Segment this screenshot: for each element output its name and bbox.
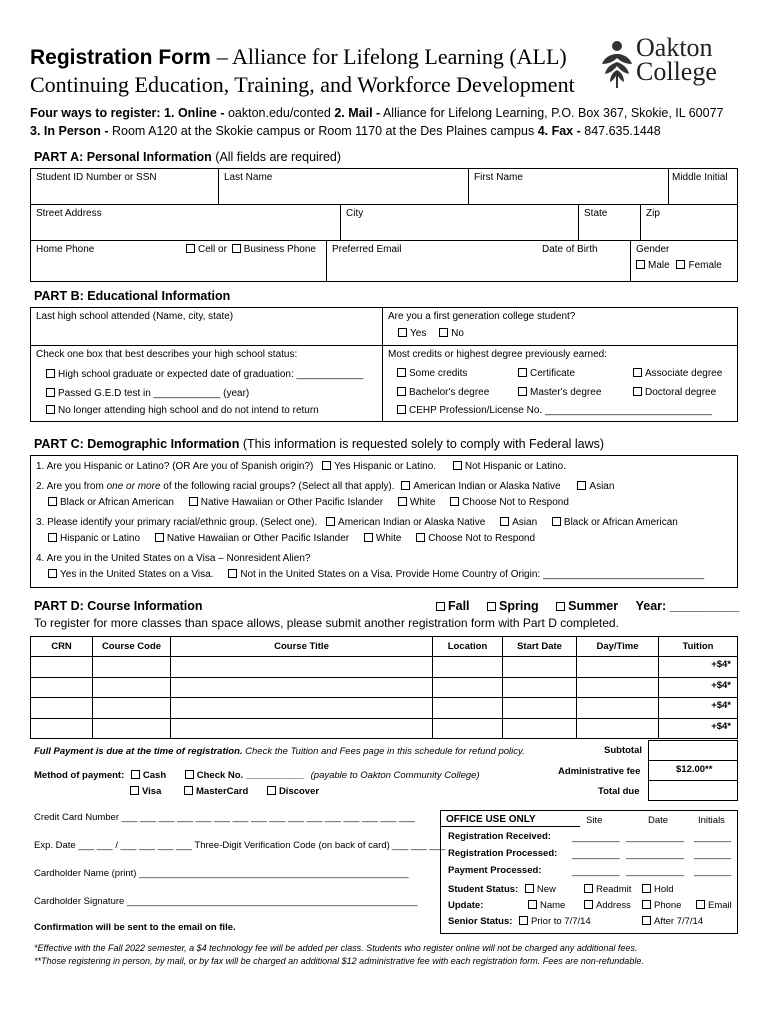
oakton-leaf-icon: [600, 40, 634, 90]
q3-row-2: [48, 533, 535, 544]
ged-label: Passed G.E.D test in ____________ (year): [58, 388, 250, 399]
update-address-label: Address: [596, 900, 631, 911]
subtotal-label: Subtotal: [604, 745, 642, 756]
hispanic-yes-checkbox[interactable]: [322, 461, 331, 470]
q3-row: [36, 517, 678, 528]
received-site-blank[interactable]: _________: [572, 832, 620, 843]
cash-checkbox[interactable]: [131, 770, 140, 779]
title-bold: Registration Form: [30, 46, 211, 69]
q3-text: 3. Please identify your primary racial/ethnic group. (Select one).: [36, 517, 318, 528]
status-readmit-checkbox[interactable]: [584, 884, 593, 893]
registration-received-label: Registration Received:: [448, 831, 551, 842]
crn-cell[interactable]: [31, 698, 93, 719]
status-new-checkbox[interactable]: [525, 884, 534, 893]
footnote-2: **Those registering in person, by mail, or by fax will be charged an additional $12 administrative fee with each registration form. Fees are non-refundable.: [34, 956, 644, 966]
q2-text-b: one or more: [106, 481, 161, 492]
street-address-field[interactable]: Street Address: [36, 208, 102, 219]
doctoral-checkbox[interactable]: [633, 387, 642, 396]
ways-online-label: Four ways to register: 1. Online -: [30, 106, 225, 120]
credit-cehp: [397, 405, 712, 416]
card-number-field[interactable]: Credit Card Number ___ ___ ___ ___ ___ ___ ___ ___ ___ ___ ___ ___ ___ ___ ___ ___: [34, 812, 415, 823]
course-title-cell[interactable]: [171, 657, 433, 678]
logo-college: College: [636, 57, 717, 86]
update-address-checkbox[interactable]: [584, 900, 593, 909]
hispanic-no-label: Not Hispanic or Latino.: [464, 461, 567, 472]
exp-date-field[interactable]: Exp. Date ___ ___ / ___ ___ ___ ___ Three-Digit Verification Code (on back of card) ___ ___ ___: [34, 840, 446, 851]
course-code-cell[interactable]: [93, 698, 171, 719]
payment-method-row-1: [34, 770, 480, 781]
day-time-cell[interactable]: [577, 718, 659, 739]
update-name-checkbox[interactable]: [528, 900, 537, 909]
update-address: [584, 900, 631, 911]
ways-mail-address: Alliance for Lifelong Learning, P.O. Box 367, Skokie, IL 60077: [382, 106, 724, 120]
processed-initials-blank[interactable]: _______: [694, 849, 731, 860]
status-hold: [642, 884, 674, 895]
course-code-cell[interactable]: [93, 677, 171, 698]
mastercard-label: MasterCard: [196, 786, 249, 797]
fall-label: Fall: [448, 599, 470, 613]
payment-initials-blank[interactable]: _______: [694, 866, 731, 877]
bachelor-label: Bachelor's degree: [409, 387, 490, 398]
course-header-row: [31, 637, 738, 657]
col-location: Location: [433, 637, 503, 657]
hs-option-3: [46, 405, 319, 416]
q3-hispanic-label: Hispanic or Latino: [60, 533, 141, 544]
day-time-cell[interactable]: [577, 698, 659, 719]
hs-option-1: [46, 369, 363, 380]
some-credits-checkbox[interactable]: [397, 368, 406, 377]
course-table: [30, 636, 738, 739]
part-c-heading: PART C: Demographic Information: [34, 437, 240, 451]
senior-after-checkbox[interactable]: [642, 916, 651, 925]
course-title-cell[interactable]: [171, 718, 433, 739]
q3-hawaiian-checkbox[interactable]: [155, 533, 164, 542]
visa-no-checkbox[interactable]: [228, 569, 237, 578]
q2-row-2: [48, 497, 569, 508]
hs-graduate-label: High school graduate or expected date of graduation: ____________: [58, 369, 364, 380]
col-crn: CRN: [31, 637, 93, 657]
title-rest: – Alliance for Lifelong Learning (ALL): [216, 44, 567, 69]
office-use-title: OFFICE USE ONLY: [446, 814, 536, 825]
q3-choose-not-checkbox[interactable]: [416, 533, 425, 542]
cell-label: Cell or: [198, 244, 227, 255]
student-status-label: Student Status:: [448, 884, 519, 895]
received-date-blank[interactable]: ___________: [626, 832, 685, 843]
payable-note: (payable to Oakton Community College): [310, 770, 480, 781]
payment-processed-label: Payment Processed:: [448, 865, 542, 876]
hs-status-question: Check one box that best describes your high school status:: [36, 349, 298, 360]
not-attending-checkbox[interactable]: [46, 405, 55, 414]
credit-certificate: [518, 368, 575, 379]
q2-choose-not-label: Choose Not to Respond: [462, 497, 569, 508]
location-cell[interactable]: [433, 718, 503, 739]
office-date-header: Date: [648, 815, 669, 826]
female-checkbox[interactable]: [676, 260, 685, 269]
part-a-note: (All fields are required): [215, 150, 342, 164]
q3-hispanic-checkbox[interactable]: [48, 533, 57, 542]
q2-text-c: of the following racial groups? (Select all that apply).: [163, 481, 395, 492]
student-id-field[interactable]: Student ID Number or SSN: [36, 172, 157, 183]
logo-oakton: Oakton: [636, 33, 713, 62]
male-checkbox[interactable]: [636, 260, 645, 269]
q3-amer-indian-checkbox[interactable]: [326, 517, 335, 526]
q3-amer-indian-label: American Indian or Alaska Native: [338, 517, 486, 528]
q2-black-checkbox[interactable]: [48, 497, 57, 506]
business-checkbox[interactable]: [232, 244, 241, 253]
update-phone-checkbox[interactable]: [642, 900, 651, 909]
q2-hawaiian-label: Native Hawaiian or Other Pacific Islander: [200, 497, 384, 508]
q2-amer-indian-label: American Indian or Alaska Native: [413, 481, 561, 492]
summer-label: Summer: [568, 599, 619, 613]
payment-method-label: Method of payment:: [34, 770, 125, 781]
course-code-cell[interactable]: [93, 718, 171, 739]
hs-graduate-checkbox[interactable]: [46, 369, 55, 378]
payment-date-blank[interactable]: ___________: [626, 866, 685, 877]
q4-text: 4. Are you in the United States on a Visa – Nonresident Alien?: [36, 553, 311, 564]
update-name-label: Name: [540, 900, 566, 911]
first-gen-no-checkbox[interactable]: [439, 328, 448, 337]
q2-text-a: 2. Are you from: [36, 481, 104, 492]
full-payment-note: [34, 746, 525, 757]
phone-type-options: [186, 244, 316, 255]
master-checkbox[interactable]: [518, 387, 527, 396]
first-name-field[interactable]: First Name: [474, 172, 523, 183]
cash-label: Cash: [142, 770, 167, 781]
part-d-instructions: To register for more classes than space allows, please submit another registration form with Part D completed.: [34, 616, 619, 630]
associate-checkbox[interactable]: [633, 368, 642, 377]
start-date-cell[interactable]: [503, 718, 577, 739]
part-c-title: [34, 437, 604, 451]
credit-bachelor: [397, 387, 489, 398]
col-course-title: Course Title: [171, 637, 433, 657]
q3-white-label: White: [375, 533, 402, 544]
course-row: [31, 657, 738, 678]
business-label: Business Phone: [243, 244, 316, 255]
q2-choose-not-checkbox[interactable]: [450, 497, 459, 506]
col-start-date: Start Date: [503, 637, 577, 657]
q2-amer-indian-checkbox[interactable]: [401, 481, 410, 490]
semester-options: [436, 599, 739, 613]
status-new-label: New: [536, 884, 556, 895]
update-row: [448, 900, 483, 911]
home-phone-field[interactable]: Home Phone: [36, 244, 95, 255]
col-day-time: Day/Time: [577, 637, 659, 657]
last-name-field[interactable]: Last Name: [224, 172, 273, 183]
q2-asian-checkbox[interactable]: [577, 481, 586, 490]
senior-status-row: [448, 916, 591, 927]
status-readmit-label: Readmit: [596, 884, 632, 895]
day-time-cell[interactable]: [577, 657, 659, 678]
visa-no-label: Not in the United States on a Visa. Provide Home Country of Origin: _____________________________: [240, 569, 705, 580]
student-status-row: [448, 884, 556, 895]
full-payment-rest: Check the Tuition and Fees page in this schedule for refund policy.: [245, 746, 525, 757]
discover-label: Discover: [278, 786, 320, 797]
oakton-logo: [600, 33, 730, 92]
associate-label: Associate degree: [645, 368, 723, 379]
hispanic-no-checkbox[interactable]: [453, 461, 462, 470]
q3-white-checkbox[interactable]: [364, 533, 373, 542]
credit-associate: [633, 368, 722, 379]
registration-processed-label: Registration Processed:: [448, 848, 558, 859]
q3-hawaiian-label: Native Hawaiian or Other Pacific Islander: [166, 533, 350, 544]
course-title-cell[interactable]: [171, 698, 433, 719]
processed-site-blank[interactable]: _________: [572, 849, 620, 860]
crn-cell[interactable]: [31, 718, 93, 739]
some-credits-label: Some credits: [409, 368, 468, 379]
form-title: [30, 44, 567, 70]
male-label: Male: [648, 260, 670, 271]
q3-choose-not-label: Choose Not to Respond: [428, 533, 535, 544]
admin-fee-amount: $12.00**: [676, 764, 713, 775]
first-gen-no-label: No: [451, 328, 464, 339]
hispanic-yes-label: Yes Hispanic or Latino.: [334, 461, 437, 472]
date-of-birth-field[interactable]: Date of Birth: [542, 244, 598, 255]
visa-yes-checkbox[interactable]: [48, 569, 57, 578]
visa-yes-label: Yes in the United States on a Visa.: [60, 569, 214, 580]
ways-line-1: [30, 106, 723, 120]
state-field[interactable]: State: [584, 208, 608, 219]
credit-doctoral: [633, 387, 716, 398]
first-gen-question: Are you a first generation college student?: [388, 311, 576, 322]
course-row: [31, 698, 738, 719]
q2-white-checkbox[interactable]: [398, 497, 407, 506]
most-credits-question: Most credits or highest degree previously earned:: [388, 349, 608, 360]
credit-some: [397, 368, 467, 379]
crn-cell[interactable]: [31, 677, 93, 698]
status-hold-label: Hold: [654, 884, 674, 895]
q2-row: [36, 481, 614, 492]
hs-option-2: [46, 388, 249, 399]
senior-status-label: Senior Status:: [448, 916, 513, 927]
gender-label: Gender: [636, 244, 670, 255]
discover-checkbox[interactable]: [267, 786, 276, 795]
ged-checkbox[interactable]: [46, 388, 55, 397]
cehp-label: CEHP Profession/License No. ______________________________: [409, 405, 712, 416]
course-title-cell[interactable]: [171, 677, 433, 698]
check-label: Check No. ___________: [196, 770, 304, 781]
course-row: [31, 718, 738, 739]
q2-white-label: White: [409, 497, 436, 508]
visa-checkbox[interactable]: [130, 786, 139, 795]
course-row: [31, 677, 738, 698]
gender-options: [636, 260, 722, 271]
status-hold-checkbox[interactable]: [642, 884, 651, 893]
visa-label: Visa: [142, 786, 162, 797]
not-attending-label: No longer attending high school and do not intend to return: [58, 405, 319, 416]
part-b-title: PART B: Educational Information: [34, 289, 231, 303]
first-gen-yes-label: Yes: [410, 328, 427, 339]
ways-line-2: [30, 124, 661, 138]
ways-inperson-label: 3. In Person -: [30, 124, 109, 138]
status-readmit: [584, 884, 631, 895]
q3-asian-checkbox[interactable]: [500, 517, 509, 526]
confirmation-note: Confirmation will be sent to the email on file.: [34, 922, 236, 933]
location-cell[interactable]: [433, 677, 503, 698]
senior-after-label: After 7/7/14: [654, 916, 704, 927]
part-a-box: [30, 168, 738, 282]
update-phone: [642, 900, 681, 911]
part-c-note: (This information is requested solely to comply with Federal laws): [242, 437, 605, 451]
full-payment-bold: Full Payment is due at the time of registration.: [34, 746, 243, 757]
q2-asian-label: Asian: [589, 481, 615, 492]
tuition-cell[interactable]: +$4*: [659, 698, 738, 719]
certificate-checkbox[interactable]: [518, 368, 527, 377]
q3-asian-label: Asian: [512, 517, 538, 528]
fall-checkbox[interactable]: [436, 602, 445, 611]
crn-cell[interactable]: [31, 657, 93, 678]
tuition-cell[interactable]: +$4*: [659, 718, 738, 739]
cell-checkbox[interactable]: [186, 244, 195, 253]
ways-inperson-rooms: Room A120 at the Skokie campus or Room 1170 at the Des Plaines campus: [111, 124, 535, 138]
q2-hawaiian-checkbox[interactable]: [189, 497, 198, 506]
q1-row: [36, 461, 566, 472]
footnote-1: *Effective with the Fall 2022 semester, a $4 technology fee will be added per class. Students who register online will not be charged any additional fees.: [34, 943, 638, 953]
update-label: Update:: [448, 900, 484, 911]
cehp-checkbox[interactable]: [397, 405, 406, 414]
senior-prior-checkbox[interactable]: [519, 916, 528, 925]
first-gen-yes-checkbox[interactable]: [398, 328, 407, 337]
ways-mail-label: 2. Mail -: [334, 106, 381, 120]
cardholder-name-field[interactable]: Cardholder Name (print) ___________________________________________________: [34, 868, 409, 879]
update-email-label: Email: [708, 900, 732, 911]
start-date-cell[interactable]: [503, 657, 577, 678]
zip-field[interactable]: Zip: [646, 208, 660, 219]
part-a-heading: PART A: Personal Information: [34, 150, 212, 164]
received-initials-blank[interactable]: _______: [694, 832, 731, 843]
q2-black-label: Black or African American: [60, 497, 174, 508]
q4-row: [48, 569, 704, 580]
processed-date-blank[interactable]: ___________: [626, 849, 685, 860]
form-subtitle: Continuing Education, Training, and Workforce Development: [30, 72, 575, 97]
update-phone-label: Phone: [654, 900, 682, 911]
q1-text: 1. Are you Hispanic or Latino? (OR Are you of Spanish origin?): [36, 461, 314, 472]
spring-checkbox[interactable]: [487, 602, 496, 611]
col-tuition: Tuition: [659, 637, 738, 657]
doctoral-label: Doctoral degree: [645, 387, 717, 398]
tuition-cell[interactable]: +$4*: [659, 677, 738, 698]
col-course-code: Course Code: [93, 637, 171, 657]
year-field[interactable]: Year: __________: [635, 599, 740, 613]
office-initials-header: Initials: [698, 815, 725, 826]
ways-fax-label: 4. Fax -: [537, 124, 581, 138]
master-label: Master's degree: [530, 387, 602, 398]
credit-master: [518, 387, 601, 398]
city-field[interactable]: City: [346, 208, 364, 219]
part-d-title: PART D: Course Information: [34, 599, 203, 613]
update-email-checkbox[interactable]: [696, 900, 705, 909]
last-high-school-field[interactable]: Last high school attended (Name, city, state): [36, 311, 234, 322]
start-date-cell[interactable]: [503, 698, 577, 719]
senior-after: [642, 916, 703, 927]
part-a-title: [34, 150, 341, 164]
spring-label: Spring: [499, 599, 539, 613]
q3-black-label: Black or African American: [563, 517, 678, 528]
admin-fee-label: Administrative fee: [558, 766, 641, 777]
update-email: [696, 900, 732, 911]
certificate-label: Certificate: [530, 368, 576, 379]
middle-initial-field[interactable]: Middle Initial: [672, 172, 728, 183]
first-gen-options: [398, 328, 464, 339]
tuition-cell[interactable]: +$4*: [659, 657, 738, 678]
update-name: [528, 900, 565, 911]
location-cell[interactable]: [433, 657, 503, 678]
payment-method-row-2: [130, 786, 319, 797]
office-site-header: Site: [586, 815, 603, 826]
start-date-cell[interactable]: [503, 677, 577, 698]
summer-checkbox[interactable]: [556, 602, 565, 611]
q3-black-checkbox[interactable]: [552, 517, 561, 526]
total-due-label: Total due: [598, 786, 640, 797]
course-code-cell[interactable]: [93, 657, 171, 678]
bachelor-checkbox[interactable]: [397, 387, 406, 396]
preferred-email-field[interactable]: Preferred Email: [332, 244, 402, 255]
senior-prior-label: Prior to 7/7/14: [531, 916, 591, 927]
cardholder-signature-field[interactable]: Cardholder Signature _______________________________________________________: [34, 896, 418, 907]
female-label: Female: [688, 260, 722, 271]
check-checkbox[interactable]: [185, 770, 194, 779]
day-time-cell[interactable]: [577, 677, 659, 698]
ways-fax-number: 847.635.1448: [584, 124, 661, 138]
ways-online-url: oakton.edu/conted: [227, 106, 331, 120]
payment-site-blank[interactable]: _________: [572, 866, 620, 877]
mastercard-checkbox[interactable]: [184, 786, 193, 795]
location-cell[interactable]: [433, 698, 503, 719]
